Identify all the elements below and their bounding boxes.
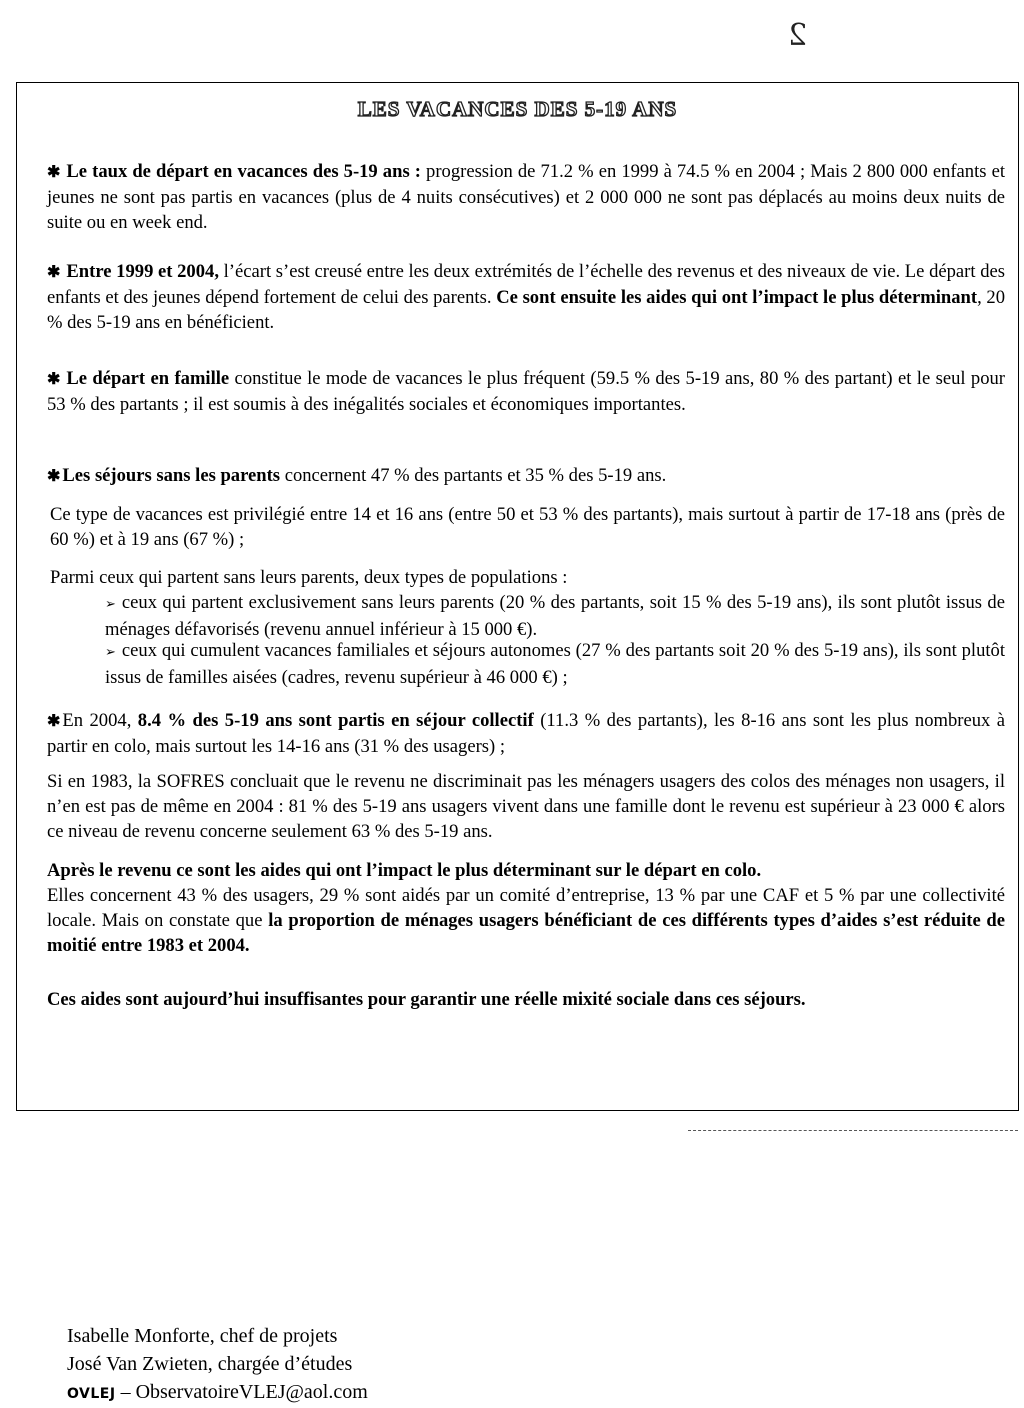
- paragraph-bold: Entre 1999 et 2004,: [66, 261, 219, 282]
- paragraph-bold: Le départ en famille: [66, 368, 230, 389]
- arrow-bullet-icon: ➢: [105, 597, 116, 612]
- paragraph-populations-intro: Parmi ceux qui partent sans leurs parents, deux types de populations :: [50, 567, 568, 588]
- list-item: [105, 638, 1005, 690]
- paragraph-bold: Ces aides sont aujourd’hui insuffisantes pour garantir une réelle mixité sociale dans ces séjours.: [47, 989, 806, 1010]
- star-bullet-icon: ✱: [47, 371, 61, 388]
- footer-signature: [67, 1322, 368, 1408]
- paragraph-bold: la proportion de ménages usagers bénéficiant de ces différents types d’aides s’est réduite de moitié entre 1983 et 2004.: [47, 910, 1006, 956]
- content-box: [16, 82, 1019, 1111]
- list-item-text: ceux qui cumulent vacances familiales et séjours autonomes (27 % des partants soit 20 % des 5-19 ans), ils sont plutôt issus de familles aisées (cadres, revenu supérieur à 46 000 €) ;: [105, 640, 1005, 688]
- paragraph-bold: Les séjours sans les parents: [62, 465, 281, 486]
- paragraph-text: constitue le mode de vacances le plus fréquent (59.5 % des 5-19 ans, 80 % des partant) et le seul pour 53 % des partants ; il est soumis à des inégalités sociales et économiques importantes.: [47, 368, 1005, 415]
- footer-email: – ObservatoireVLEJ@aol.com: [115, 1381, 368, 1403]
- paragraph-text: En 2004,: [62, 710, 138, 731]
- paragraph-bold: Après le revenu ce sont les aides qui ont l’impact le plus déterminant sur le départ en colo.: [47, 860, 762, 881]
- footer-author-1: Isabelle Monforte, chef de projets: [67, 1325, 338, 1347]
- paragraph-collective-stays: [47, 708, 1005, 759]
- list-item: [105, 590, 1005, 642]
- ovlej-logo: OVLEJ: [67, 1386, 116, 1402]
- paragraph-text: Elles concernent 43 % des usagers, 29 % sont aidés par un comité d’entreprise, 13 % par une CAF et 5 % par une collectivité locale. Mais on constate que: [47, 885, 1005, 931]
- page-number: 2: [788, 18, 808, 53]
- star-bullet-icon: ✱: [47, 713, 61, 730]
- paragraph-text: (11.3 % des partants), les 8-16 ans sont les plus nombreux à partir en colo, mais surtout les 14-16 ans (31 % des usagers) ;: [47, 710, 1005, 757]
- paragraph-bold: Le taux de départ en vacances des 5-19 ans :: [66, 161, 421, 182]
- paragraph-text: concernent 47 % des partants et 35 % des 5-19 ans.: [280, 465, 667, 486]
- paragraph-text: , 20 % des 5-19 ans en bénéficient.: [47, 287, 1006, 333]
- star-bullet-icon: ✱: [47, 264, 61, 281]
- arrow-bullet-icon: ➢: [105, 645, 116, 660]
- paragraph-text: progression de 71.2 % en 1999 à 74.5 % en 2004 ; Mais 2 800 000 enfants et jeunes ne sont pas partis en vacances (plus de 4 nuits consécutives) et 2 000 000 ne sont pas déplacés au moins deux nuits de suite ou en week end.: [47, 161, 1006, 233]
- paragraph-conclusion: [47, 987, 1005, 1012]
- paragraph-text: l’écart s’est creusé entre les deux extrémités de l’échelle des revenus et des niveaux de vie. Le départ des enfants et des jeunes dépend fortement de celui des parents.: [47, 261, 1005, 308]
- paragraph-aids: [47, 858, 1005, 958]
- star-bullet-icon: ✱: [47, 164, 61, 181]
- list-item-text: ceux qui partent exclusivement sans leurs parents (20 % des partants, soit 15 % des 5-19 ans), ils sont plutôt issus de ménages défavorisés (revenu annuel inférieur à 15 000 €).: [105, 592, 1005, 640]
- paragraph-departure-rate: [47, 159, 1005, 235]
- paragraph-age-preference: Ce type de vacances est privilégié entre 14 et 16 ans (entre 50 et 53 % des partants), mais surtout à partir de 17-18 ans (près de 60 %) et à 19 ans (67 %) ;: [50, 504, 1005, 550]
- star-bullet-icon: ✱: [47, 468, 61, 485]
- paragraph-family-departure: [47, 366, 1005, 417]
- footer-contact: [67, 1378, 368, 1408]
- dashed-divider: [688, 1130, 1018, 1131]
- paragraph-income-gap: [47, 259, 1005, 335]
- paragraph-stays-without-parents: [47, 463, 1005, 489]
- paragraph-bold: Ce sont ensuite les aides qui ont l’impact le plus déterminant: [496, 287, 978, 308]
- paragraph-bold: 8.4 % des 5-19 ans sont partis en séjour collectif: [137, 710, 534, 731]
- paragraph-sofres: Si en 1983, la SOFRES concluait que le revenu ne discriminait pas les ménagers usagers des colos des ménages non usagers, il n’en est pas de même en 2004 : 81 % des 5-19 ans usagers vivent dans une famille dont le revenu est supérieur à 23 000 € alors ce niveau de revenu concerne seulement 63 % des 5-19 ans.: [47, 771, 1005, 842]
- footer-author-2: José Van Zwieten, chargée d’études: [67, 1353, 353, 1375]
- box-title: LES VACANCES DES 5-19 ANS: [357, 97, 678, 121]
